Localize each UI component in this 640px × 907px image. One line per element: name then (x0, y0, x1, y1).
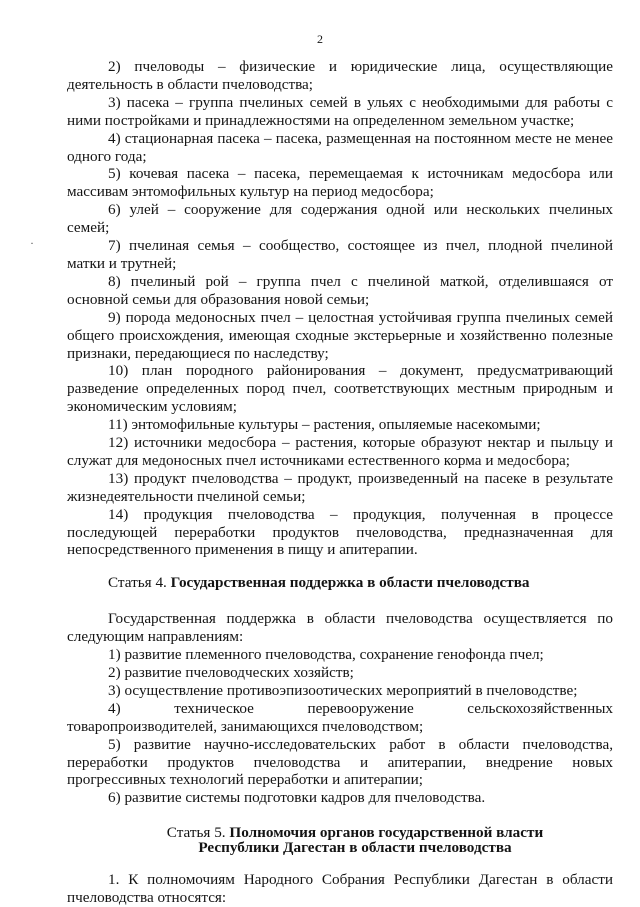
definition-item: 4) стационарная пасека – пасека, размещенная на постоянном месте не менее одного года; (67, 129, 613, 165)
article-5-paragraph: 1. К полномочиям Народного Собрания Республики Дагестан в области пчеловодства относятся: (67, 871, 613, 907)
definition-item: 3) пасека – группа пчелиных семей в ульях с необходимыми для работы с ними постройками и принадлежностями на определенном земельном участке; (67, 93, 613, 129)
definition-item: 6) улей – сооружение для содержания одной или нескольких пчелиных семей; (67, 201, 613, 237)
definition-item: 8) пчелиный рой – группа пчел с пчелиной маткой, отделившаяся от основной семьи для образования новой семьи; (67, 272, 613, 308)
article-4-item: 2) развитие пчеловодческих хозяйств; (108, 664, 354, 681)
definition-item: 14) продукция пчеловодства – продукция, полученная в процессе последующей переработки продуктов пчеловодства, предназначенная для непосредственного применения в пищу и апитерапии. (67, 505, 613, 559)
definition-item: 7) пчелиная семья – сообщество, состоящее из пчел, плодной пчелиной матки и трутней; (67, 237, 613, 272)
definition-item: 2) пчеловоды – физические и юридические лица, осуществляющие деятельность в области пчеловодства; (67, 58, 613, 93)
definition-item: 5) кочевая пасека – пасека, перемещаемая к источникам медосбора или массивам энтомофильных культур на период медосбора; (67, 165, 613, 201)
article-4-item: 3) осуществление противоэпизоотических мероприятий в пчеловодстве; (108, 681, 578, 699)
definition-item: 9) порода медоносных пчел – целостная устойчивая группа пчелиных семей общего происхождения, имеющая сходные экстерьерные и хозяйственно полезные признаки, передающиеся по наследству; (67, 308, 613, 362)
definition-item: 13) продукт пчеловодства – продукт, произведенный на пасеке в результате жизнедеятельности пчелиной семьи; (67, 469, 613, 505)
article-4-item: 4) техническое перевооружение сельскохозяйственных товаропроизводителей, занимающихся пчеловодством; (67, 699, 613, 735)
article-4-prefix: Статья 4. (108, 574, 167, 592)
document-body (67, 58, 613, 907)
article-4-intro: Государственная поддержка в области пчеловодства осуществляется по следующим направлениям: (67, 610, 613, 646)
article-4-item: 6) развитие системы подготовки кадров для пчеловодства. (108, 789, 486, 807)
article-5-title-line1: Полномочия органов государственной власти (229, 824, 544, 842)
article-5-title-line2: Республики Дагестан в области пчеловодства (198, 839, 512, 857)
page-number: 2 (317, 32, 323, 46)
article-4-heading (67, 574, 613, 592)
article-4-item: 1) развитие племенного пчеловодства, сохранение генофонда пчел; (108, 646, 544, 664)
article-4-title: Государственная поддержка в области пчеловодства (170, 574, 530, 592)
definition-item: 11) энтомофильные культуры – растения, опыляемые насекомыми; (108, 416, 541, 434)
article-5-prefix: Статья 5. (166, 824, 226, 842)
definition-item: 12) источники медосбора – растения, которые образуют нектар и пыльцу и служат для медоносных пчел источниками естественного корма и медосбора; (67, 434, 613, 469)
definition-item: 10) план породного районирования – документ, предусматривающий разведение определенных пород пчел, соответствующих местным природным и экономическим условиям; (67, 362, 613, 416)
scan-speck: · (30, 236, 34, 250)
article-4-item: 5) развитие научно-исследовательских работ в области пчеловодства, переработки продуктов пчеловодства и апитерапии, внедрение новых прогрессивных технологий переработки и апитерапии; (67, 735, 613, 789)
article-5-heading (67, 825, 613, 855)
